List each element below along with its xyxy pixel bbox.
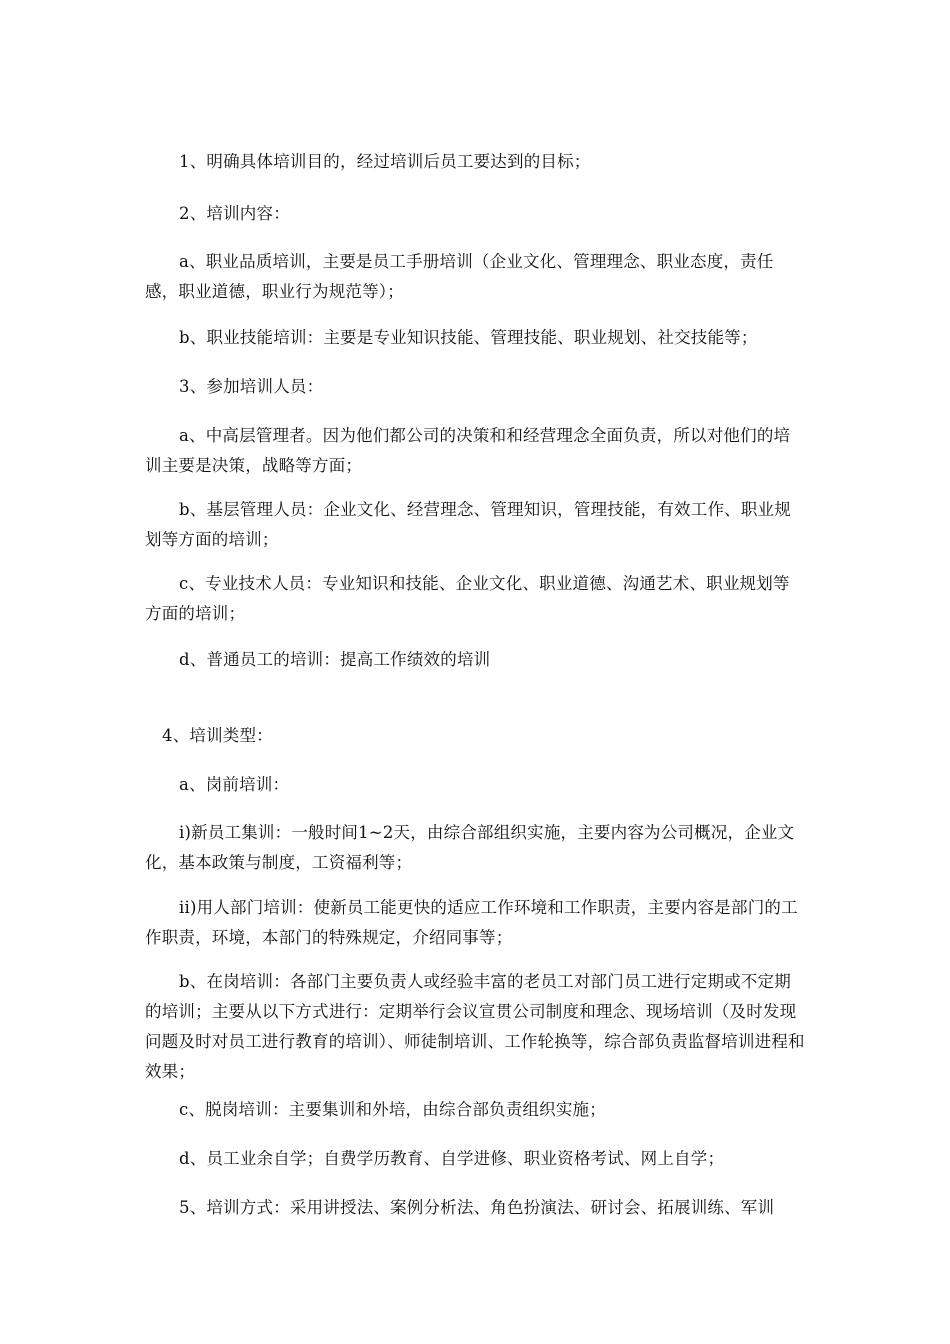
paragraph-department-training: ii)用人部门培训：使新员工能更快的适应工作环境和工作职责，主要内容是部门的工作职责，环境，本部门的特殊规定，介绍同事等； <box>145 898 798 947</box>
paragraph-training-content-heading: 2、培训内容： <box>179 204 290 223</box>
paragraph-senior-managers: a、中高层管理者。因为他们都公司的决策和和经营理念全面负责，所以对他们的培训主要是决策，战略等方面； <box>145 426 791 475</box>
paragraph-new-employee-training: i)新员工集训：一般时间1~2天，由综合部组织实施，主要内容为公司概况，企业文化，基本政策与制度，工资福利等； <box>145 823 795 872</box>
paragraph-off-job-training: c、脱岗培训：主要集训和外培，由综合部负责组织实施； <box>179 1100 606 1119</box>
paragraph-professional-quality-training: a、职业品质培训，主要是员工手册培训（企业文化、管理理念、职业态度，责任感，职业道德，职业行为规范等）； <box>145 252 774 301</box>
paragraph-training-types-heading: 4、培训类型： <box>162 726 273 745</box>
paragraph-spare-time-study: d、员工业余自学；自费学历教育、自学进修、职业资格考试、网上自学； <box>179 1149 725 1168</box>
paragraph-grassroots-managers: b、基层管理人员：企业文化、经营理念、管理知识，管理技能，有效工作、职业规划等方面的培训； <box>145 500 791 549</box>
paragraph-training-goal: 1、明确具体培训目的，经过培训后员工要达到的目标； <box>179 152 591 171</box>
paragraph-professional-skill-training: b、职业技能培训：主要是专业知识技能、管理技能、职业规划、社交技能等； <box>179 328 758 347</box>
paragraph-ordinary-employees: d、普通员工的培训：提高工作绩效的培训 <box>179 650 491 669</box>
paragraph-on-job-training: b、在岗培训：各部门主要负责人或经验丰富的老员工对部门员工进行定期或不定期的培训；主要从以下方式进行：定期举行会议宣贯公司制度和理念、现场培训（及时发现问题及时对员工进行教育的培训）、师徒制培训、工作轮换等，综合部负责监督培训进程和效果； <box>145 972 805 1081</box>
paragraph-technical-staff: c、专业技术人员：专业知识和技能、企业文化、职业道德、沟通艺术、职业规划等方面的培训； <box>145 574 790 623</box>
paragraph-pre-job-training: a、岗前培训： <box>179 775 290 794</box>
paragraph-participants-heading: 3、参加培训人员： <box>179 377 324 396</box>
paragraph-training-methods: 5、培训方式：采用讲授法、案例分析法、角色扮演法、研讨会、拓展训练、军训 <box>179 1198 775 1217</box>
